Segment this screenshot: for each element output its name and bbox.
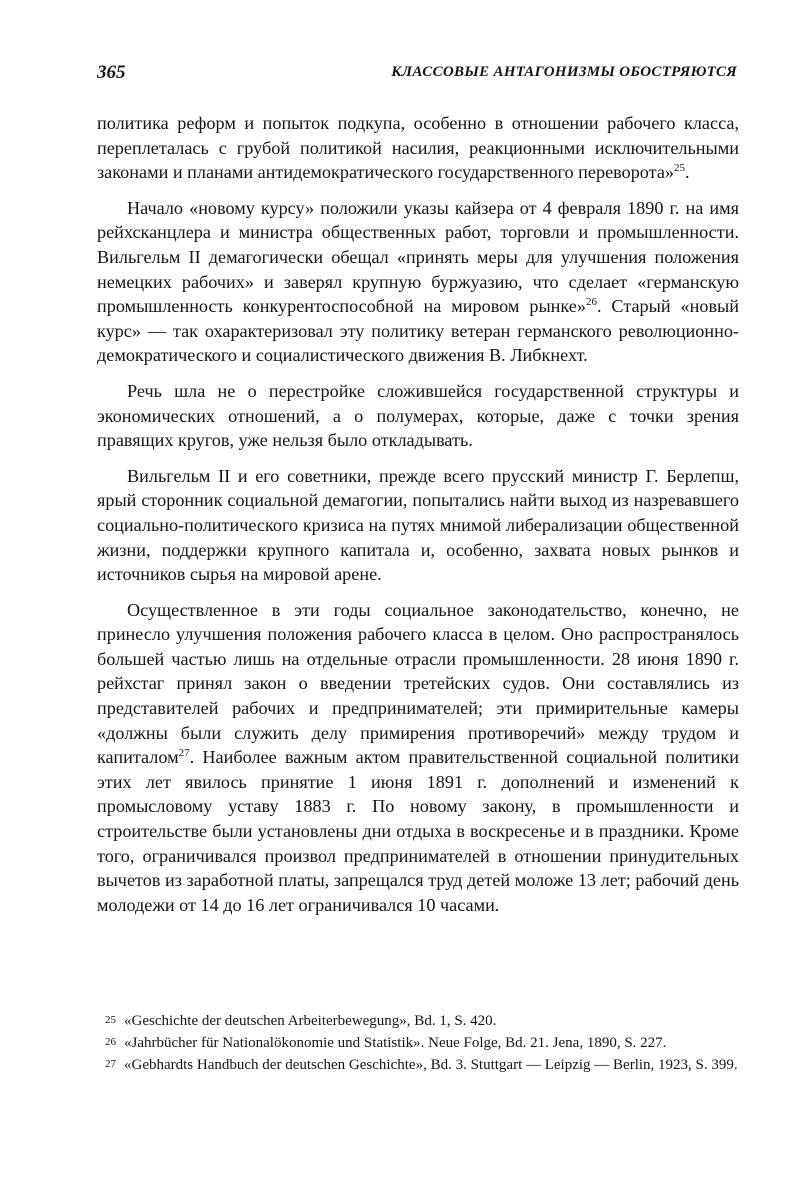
paragraph-2 (97, 196, 739, 368)
footnote-27 (97, 1056, 739, 1075)
page-number: 365 (97, 62, 126, 83)
paragraph-text: Речь шла не о перестройке сложившейся государственной структуры и экономических отношений, а о полумерах, которые, даже с точки зрения правящих кругов, уже нельзя было откладывать. (97, 380, 739, 451)
paragraph-text-tail: . (685, 162, 690, 183)
paragraph-text: Вильгельм II и его советники, прежде всего прусский министр Г. Берлепш, ярый сторонник социальной демагогии, попытались найти выход из назревавшего социально-политического кризиса на путях мнимой либерализации общественной жизни, поддержки крупного капитала и, особенно, захвата новых рынков и источников сырья на мировой арене. (97, 465, 739, 585)
paragraph-5 (97, 598, 739, 918)
footnote-text: «Geschichte der deutschen Arbeiterbewegung», Bd. 1, S. 420. (124, 1013, 497, 1029)
footnotes (97, 1012, 739, 1078)
footnote-26 (97, 1034, 739, 1053)
paragraph-4 (97, 464, 739, 587)
footnote-ref: 26 (585, 296, 597, 309)
paragraph-text-tail: . Наиболее важным актом правительственной социальной политики этих лет явилось принятие 1 июня 1891 г. дополнений и изменений к промысловому уставу 1883 г. По новому закону, в промышленности и строительстве были установлены дни отдыха в воскресенье и в праздники. Кроме того, ограничивался произвол предпринимателей в отношении принудительных вычетов из заработной платы, запрещался труд детей моложе 13 лет; рабочий день молодежи от 14 до 16 лет ограничивался 10 часами. (97, 747, 739, 915)
footnote-number: 27 (105, 1058, 116, 1070)
paragraph-text: Осуществленное в эти годы социальное законодательство, конечно, не принесло улучшения положения рабочего класса в целом. Оно распространялось большей частью лишь на отдельные отрасли промышленности. 28 июня 1890 г. рейхстаг принял закон о введении третейских судов. Они составлялись из представителей рабочих и предпринимателей; эти примирительные камеры «должны были служить делу примирения противоречий» между трудом и капиталом (97, 599, 739, 768)
footnote-text: «Jahrbücher für Nationalökonomie und Statistik». Neue Folge, Bd. 21. Jena, 1890, S. 227. (124, 1035, 667, 1051)
footnote-ref: 27 (178, 747, 190, 760)
footnote-number: 26 (105, 1036, 116, 1048)
footnote-text: «Gebhardts Handbuch der deutschen Geschichte», Bd. 3. Stuttgart — Leipzig — Berlin, 1923, S. 399. (124, 1057, 738, 1073)
footnote-number: 25 (105, 1014, 116, 1026)
paragraph-text: Начало «новому курсу» положили указы кайзера от 4 февраля 1890 г. на имя рейхсканцлера и министра общественных работ, торговли и промышленности. Вильгельм II демагогически обещал «принять меры для улучшения положения немецких рабочих» и заверял крупную буржуазию, что сделает «германскую промышленность конкурентоспособной на мировом рынке» (97, 197, 739, 317)
footnote-ref: 25 (674, 162, 685, 175)
page-header (97, 62, 737, 92)
main-text (97, 111, 739, 928)
paragraph-3 (97, 379, 739, 453)
footnote-25 (97, 1012, 739, 1031)
running-title: КЛАССОВЫЕ АНТАГОНИЗМЫ ОБОСТРЯЮТСЯ (391, 64, 737, 80)
paragraph-1 (97, 111, 739, 185)
paragraph-text: политика реформ и попыток подкупа, особенно в отношении рабочего класса, переплеталась с грубой политикой насилия, реакционными исключительными законами и планами антидемократического государственного переворота» (97, 113, 739, 183)
paragraph-text-tail: . Старый «новый курс» — так охарактеризовал эту политику ветеран германского революционно-демократического и социалистического движения В. Либкнехт. (97, 296, 739, 366)
